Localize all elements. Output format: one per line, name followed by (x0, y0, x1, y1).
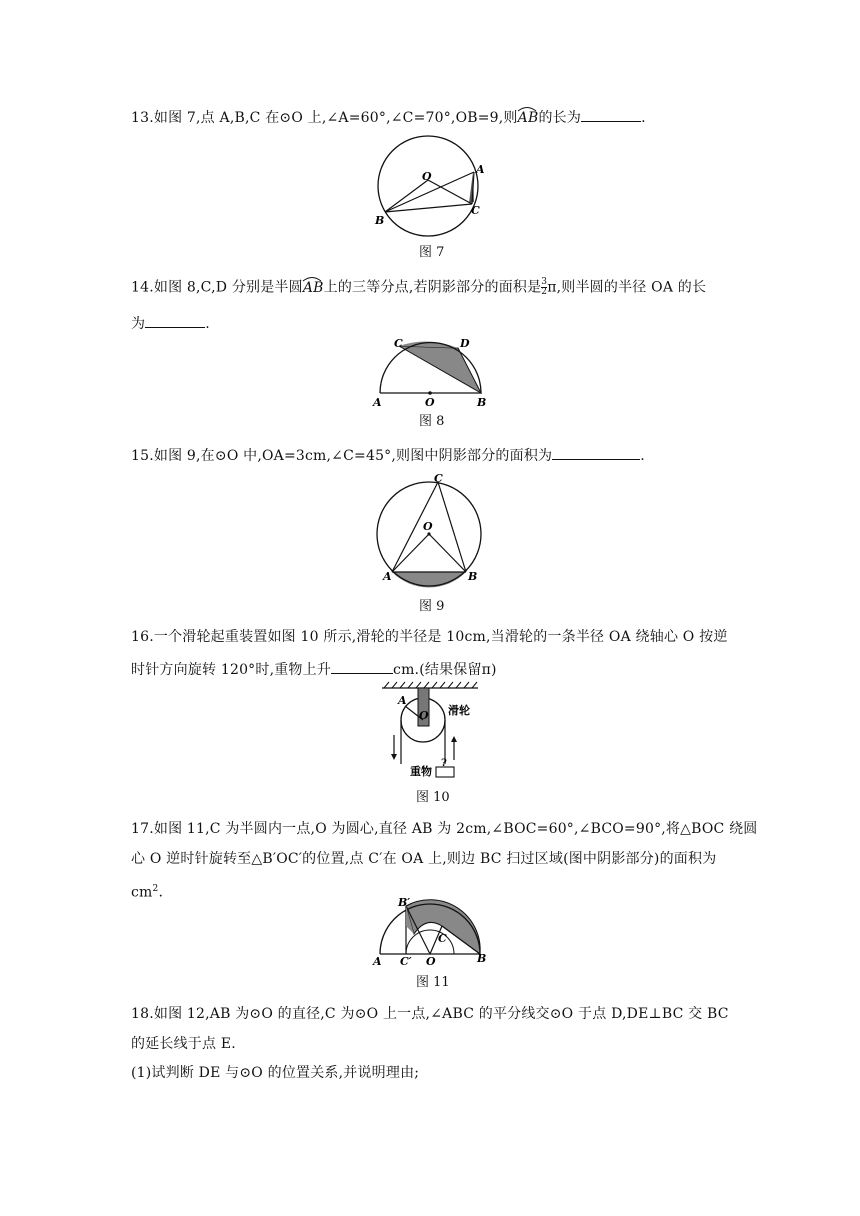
fig9-label-b: B (468, 570, 478, 583)
figure-8-caption: 图 8 (419, 414, 445, 429)
q16-line1: 16.一个滑轮起重装置如图 10 所示,滑轮的半径是 10cm,当滑轮的一条半径 OA 绕轴心 O 按逆 (131, 629, 728, 645)
fig7-label-b: B (375, 214, 385, 227)
figure-11 (368, 896, 496, 966)
q13-arc-label: AB (518, 110, 539, 126)
fig10-label-q: ? (441, 758, 447, 769)
fig11-label-c: C (438, 932, 447, 945)
fig9-label-o: O (423, 520, 433, 533)
fig9-label-c: C (434, 472, 443, 485)
fig8-label-a: A (373, 396, 382, 409)
q13-answer-blank[interactable] (581, 108, 641, 122)
q14-line1: 14.如图 8,C,D 分别是半圆AB 上的三等分点,若阴影部分的面积是 $\frac{3}{2}$ π,则半圆的半径 OA 的长 (131, 277, 707, 297)
figure-7 (370, 132, 492, 244)
fig7-label-c: C (471, 204, 480, 217)
q13-stem: 如图 7,点 A,B,C 在⊙O 上,∠A=60°,∠C=70°,OB=9,则 (153, 110, 518, 126)
q13-tail: 的长为 (538, 110, 582, 126)
figure-10-caption: 图 10 (416, 790, 450, 805)
fig8-label-o: O (425, 396, 435, 409)
q18-line1: 18.如图 12,AB 为⊙O 的直径,C 为⊙O 上一点,∠ABC 的平分线交⊙O 于点 D,DE⊥BC 交 BC (131, 1006, 729, 1022)
arc-mark-icon (517, 106, 537, 112)
fig10-label-a: A (398, 694, 407, 707)
q14-line2: 为 . (131, 316, 210, 332)
figure-8 (368, 336, 496, 410)
fig11-label-a: A (373, 955, 382, 966)
q17-line1: 17.如图 11,C 为半圆内一点,O 为圆心,直径 AB 为 2cm,∠BOC=60°,∠BCO=90°,将△BOC 绕圆 (131, 821, 758, 837)
q13-text: 13.如图 7,点 A,B,C 在⊙O 上,∠A=60°,∠C=70°,OB=9,则AB 的长为 . (131, 108, 646, 127)
fig9-label-a: A (383, 570, 392, 583)
q16-line2: 时针方向旋转 120°时,重物上升 cm.(结果保留π) (131, 662, 497, 678)
fig7-label-a: A (476, 163, 485, 176)
q15-answer-blank[interactable] (552, 446, 640, 460)
figure-7-caption: 图 7 (419, 245, 445, 260)
fig11-label-o: O (426, 955, 436, 966)
q15-text: 15.如图 9,在⊙O 中,OA=3cm,∠C=45°,则图中阴影部分的面积为 . (131, 448, 645, 464)
q14-answer-blank[interactable] (145, 314, 205, 328)
figure-10 (374, 680, 486, 780)
arc-mark-icon (302, 276, 322, 282)
fig7-label-o: O (422, 170, 432, 183)
q14-fraction: $\frac{3}{2}$ (541, 277, 548, 297)
fig10-label-o: O (419, 709, 429, 722)
fig11-label-bprime: B′ (398, 896, 411, 909)
fig8-label-b: B (477, 396, 487, 409)
q17-line2: 心 O 逆时针旋转至△B′OC′的位置,点 C′在 OA 上,则边 BC 扫过区域(图中阴影部分)的面积为 (131, 851, 717, 867)
q18-line3: (1)试判断 DE 与⊙O 的位置关系,并说明理由; (131, 1065, 420, 1081)
fig10-label-weight: 重物 (410, 765, 432, 778)
q17-line3: $cm^2$. (131, 884, 164, 901)
fig8-label-d: D (460, 337, 470, 350)
figure-11-caption: 图 11 (416, 975, 450, 990)
q14-arc-label: AB (303, 280, 324, 296)
figure-9 (370, 468, 490, 588)
fig11-label-cprime: C′ (400, 955, 412, 966)
figure-9-caption: 图 9 (419, 599, 445, 614)
fig10-label-pulley: 滑轮 (448, 704, 470, 717)
q18-line2: 的延长线于点 E. (131, 1036, 236, 1052)
fig8-label-c: C (394, 337, 403, 350)
q16-answer-blank[interactable] (331, 660, 393, 674)
fig11-label-b: B (477, 952, 487, 965)
q13-num: 13. (131, 110, 154, 126)
